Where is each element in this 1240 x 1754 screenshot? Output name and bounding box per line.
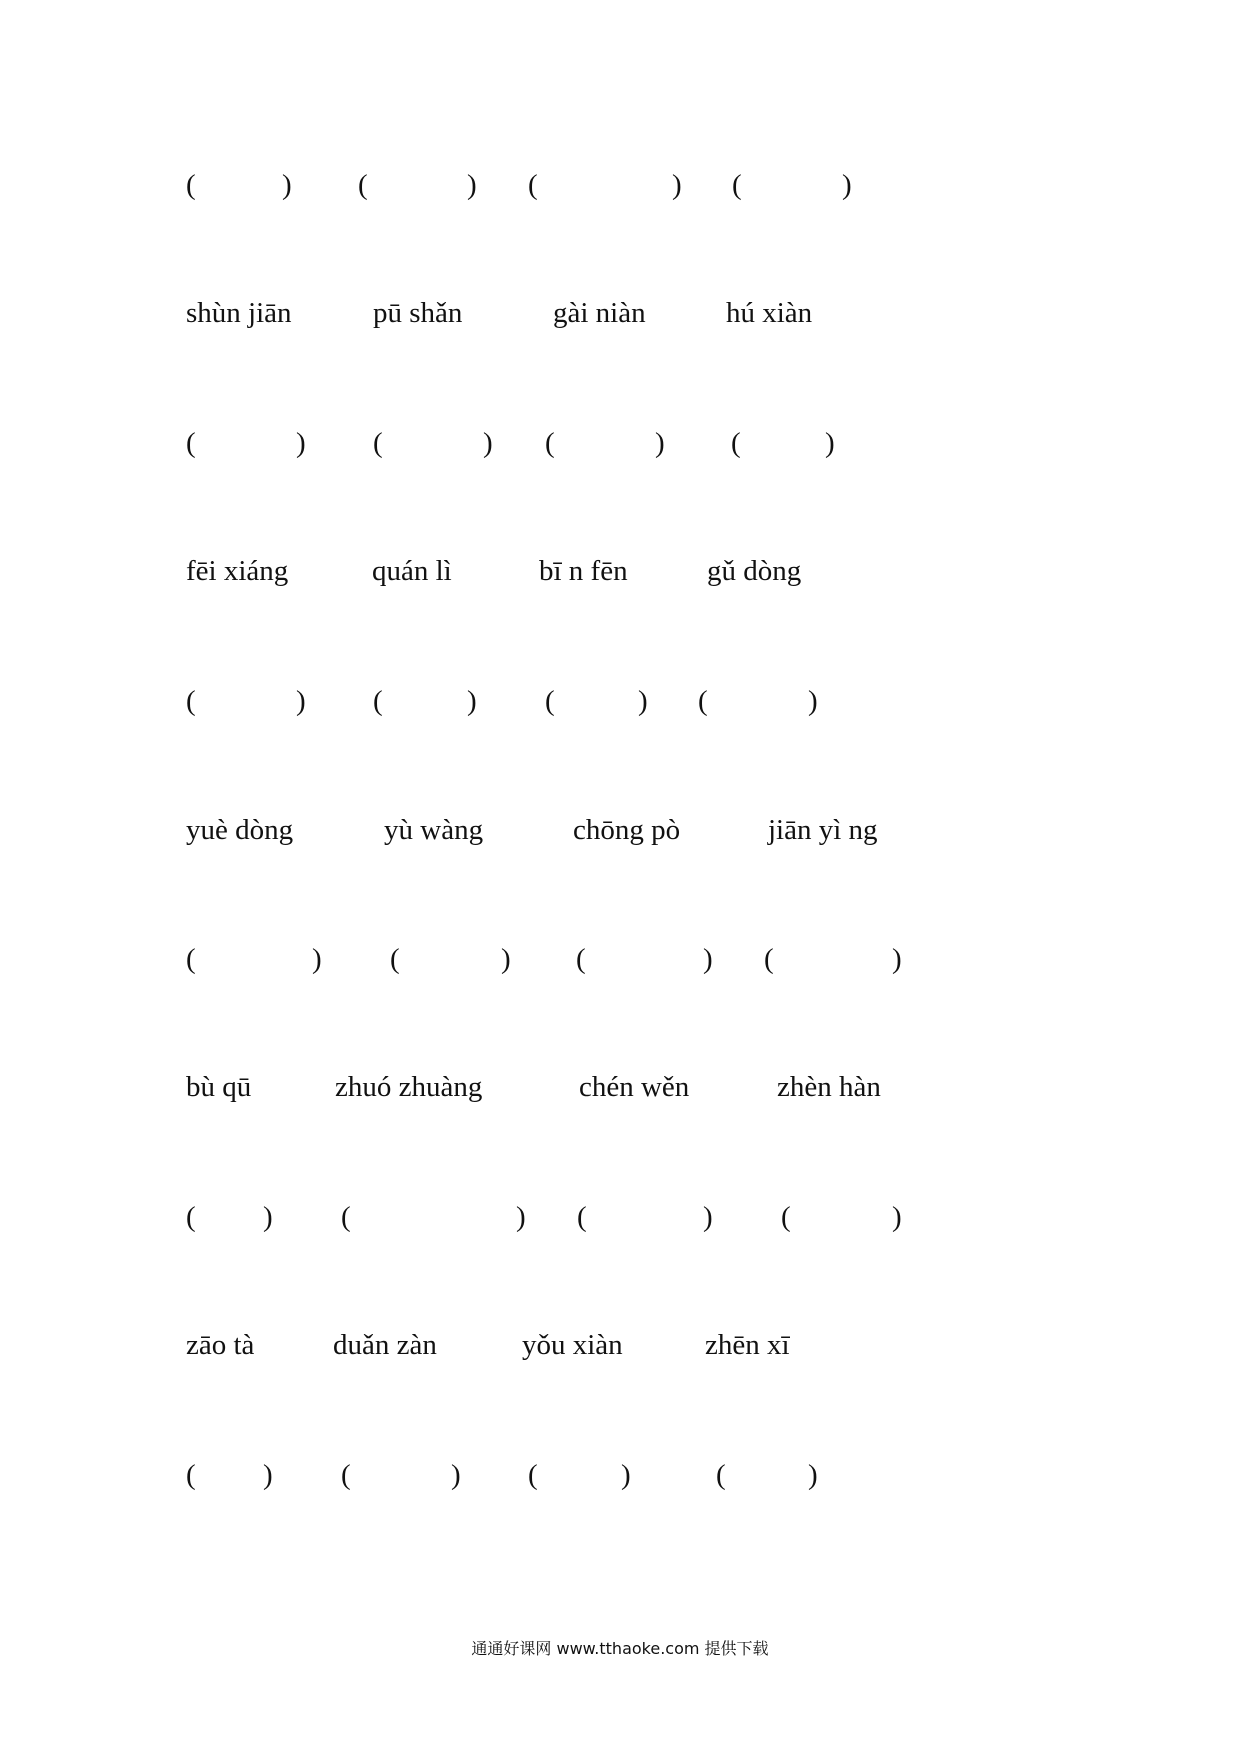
paren-open: (: [764, 943, 774, 975]
pinyin-word: yù wàng: [384, 814, 484, 846]
pinyin-word: bù qū: [186, 1071, 252, 1103]
paren-open: (: [576, 943, 586, 975]
pinyin-word: gǔ dòng: [707, 555, 802, 587]
pinyin-word: zhuó zhuàng: [335, 1071, 483, 1103]
pinyin-row-4: [0, 1067, 1240, 1107]
pinyin-word: zhèn hàn: [777, 1071, 881, 1103]
paren-close: ): [808, 1459, 818, 1491]
paren-close: ): [703, 1201, 713, 1233]
pinyin-word: shùn jiān: [186, 297, 292, 329]
pinyin-word: zhēn xī: [705, 1329, 790, 1361]
pinyin-word: pū shǎn: [373, 297, 463, 329]
paren-close: ): [842, 169, 852, 201]
paren-open: (: [528, 1459, 538, 1491]
paren-open: (: [732, 169, 742, 201]
answer-row-2: [0, 423, 1240, 463]
answer-row-4: [0, 939, 1240, 979]
paren-open: (: [341, 1459, 351, 1491]
answer-row-6: [0, 1455, 1240, 1495]
paren-open: (: [186, 685, 196, 717]
paren-close: ): [703, 943, 713, 975]
paren-open: (: [545, 685, 555, 717]
pinyin-word: chén wěn: [579, 1071, 690, 1103]
pinyin-word: quán lì: [372, 555, 452, 587]
paren-open: (: [373, 685, 383, 717]
paren-close: ): [467, 685, 477, 717]
paren-close: ): [296, 685, 306, 717]
answer-row-5: [0, 1197, 1240, 1237]
paren-open: (: [545, 427, 555, 459]
paren-close: ): [638, 685, 648, 717]
paren-close: ): [501, 943, 511, 975]
answer-row-1: [0, 165, 1240, 205]
paren-close: ): [296, 427, 306, 459]
pinyin-word: zāo tà: [186, 1329, 255, 1361]
pinyin-row-2: [0, 551, 1240, 591]
paren-open: (: [186, 427, 196, 459]
paren-open: (: [186, 1201, 196, 1233]
paren-open: (: [731, 427, 741, 459]
paren-open: (: [373, 427, 383, 459]
footer-credit: 通通好课网 www.tthaoke.com 提供下载: [471, 1639, 769, 1658]
paren-close: ): [516, 1201, 526, 1233]
pinyin-word: gài niàn: [553, 297, 646, 329]
pinyin-word: hú xiàn: [726, 297, 813, 329]
paren-open: (: [341, 1201, 351, 1233]
paren-open: (: [390, 943, 400, 975]
paren-close: ): [282, 169, 292, 201]
paren-open: (: [781, 1201, 791, 1233]
pinyin-row-3: [0, 810, 1240, 850]
paren-open: (: [577, 1201, 587, 1233]
paren-close: ): [672, 169, 682, 201]
pinyin-word: fēi xiáng: [186, 555, 289, 587]
paren-close: ): [655, 427, 665, 459]
paren-close: ): [621, 1459, 631, 1491]
paren-close: ): [825, 427, 835, 459]
paren-close: ): [892, 1201, 902, 1233]
pinyin-word: bī n fēn: [539, 555, 628, 587]
pinyin-row-1: [0, 293, 1240, 333]
paren-close: ): [467, 169, 477, 201]
pinyin-word: yǒu xiàn: [522, 1329, 623, 1361]
pinyin-row-5: [0, 1325, 1240, 1365]
paren-open: (: [698, 685, 708, 717]
answer-row-3: [0, 681, 1240, 721]
pinyin-word: chōng pò: [573, 814, 681, 846]
paren-close: ): [483, 427, 493, 459]
paren-close: ): [263, 1459, 273, 1491]
paren-open: (: [186, 943, 196, 975]
paren-close: ): [263, 1201, 273, 1233]
paren-open: (: [358, 169, 368, 201]
pinyin-word: jiān yì ng: [768, 814, 878, 846]
paren-close: ): [892, 943, 902, 975]
paren-open: (: [186, 1459, 196, 1491]
pinyin-word: yuè dòng: [186, 814, 294, 846]
paren-close: ): [312, 943, 322, 975]
paren-open: (: [186, 169, 196, 201]
pinyin-word: duǎn zàn: [333, 1329, 437, 1361]
paren-open: (: [716, 1459, 726, 1491]
paren-close: ): [451, 1459, 461, 1491]
paren-open: (: [528, 169, 538, 201]
paren-close: ): [808, 685, 818, 717]
